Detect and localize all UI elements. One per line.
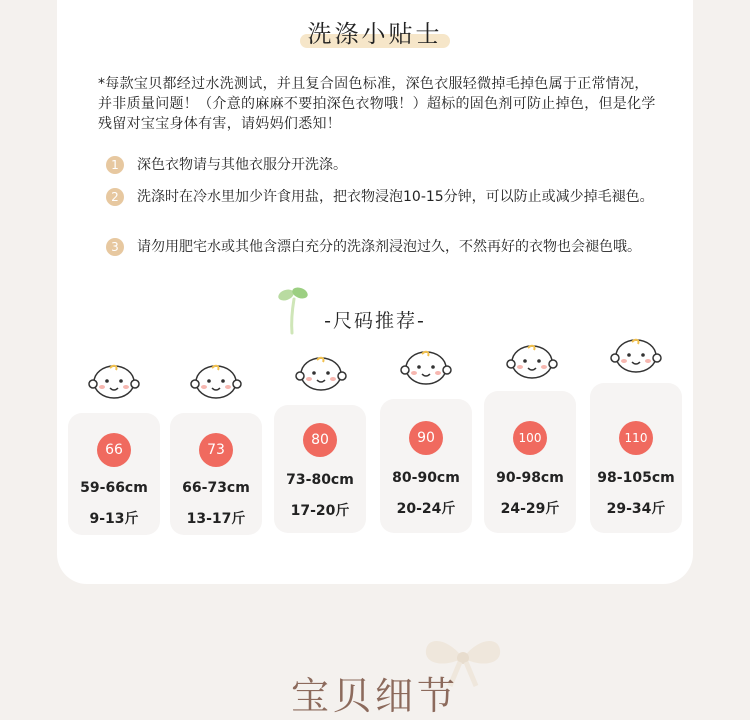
tip-number: 3 <box>106 238 124 256</box>
tip-text: 深色衣物请与其他衣服分开洗涤。 <box>137 157 347 173</box>
height-range: 80-90cm <box>392 470 460 486</box>
tip-text: 洗涤时在冷水里加少许食用盐，把衣物浸泡10-15分钟，可以防止或减少掉毛褪色。 <box>137 189 654 205</box>
baby-face-icon <box>506 342 558 380</box>
size-column-73 <box>170 413 262 535</box>
height-range: 73-80cm <box>286 472 354 488</box>
weight-range: 29-34斤 <box>606 501 666 517</box>
height-range: 66-73cm <box>182 480 250 496</box>
size-badge: 90 <box>409 421 443 455</box>
height-range: 90-98cm <box>496 470 564 486</box>
details-section-title: 宝贝细节 <box>290 674 459 718</box>
size-badge: 66 <box>97 433 131 467</box>
size-column-90 <box>380 399 472 533</box>
size-column-100 <box>484 391 576 533</box>
wash-note: *每款宝贝都经过水洗测试，并且复合固色标准，深色衣服轻微掉毛掉色属于正常情况，并非质量问题！（介意的麻麻不要拍深色衣物哦！）超标的固色剂可防止掉色，但是化学残留对宝宝身体有害，请妈妈们悉知！ <box>98 76 656 132</box>
tip-number: 1 <box>106 156 124 174</box>
size-column-80 <box>274 405 366 533</box>
tip-text: 请勿用肥宅水或其他含漂白充分的洗涤剂浸泡过久，不然再好的衣物也会褪色哦。 <box>137 239 641 255</box>
baby-face-icon <box>610 336 662 374</box>
height-range: 59-66cm <box>80 480 148 496</box>
weight-range: 17-20斤 <box>290 503 350 519</box>
title-wrap <box>0 14 750 49</box>
tip-number: 2 <box>106 188 124 206</box>
baby-face-icon <box>400 348 452 386</box>
baby-face-icon <box>88 362 140 400</box>
baby-face-icon <box>190 362 242 400</box>
weight-range: 20-24斤 <box>396 501 456 517</box>
weight-range: 9-13斤 <box>89 511 139 527</box>
size-badge: 100 <box>513 421 547 455</box>
size-column-66 <box>68 413 160 535</box>
weight-range: 24-29斤 <box>500 501 560 517</box>
height-range: 98-105cm <box>597 470 675 486</box>
size-badge: 80 <box>303 423 337 457</box>
page-title: 洗涤小贴士 <box>307 20 443 48</box>
size-section-title: -尺码推荐- <box>324 310 426 332</box>
size-badge: 110 <box>619 421 653 455</box>
size-column-110 <box>590 383 682 533</box>
weight-range: 13-17斤 <box>186 511 246 527</box>
baby-face-icon <box>295 354 347 392</box>
size-badge: 73 <box>199 433 233 467</box>
